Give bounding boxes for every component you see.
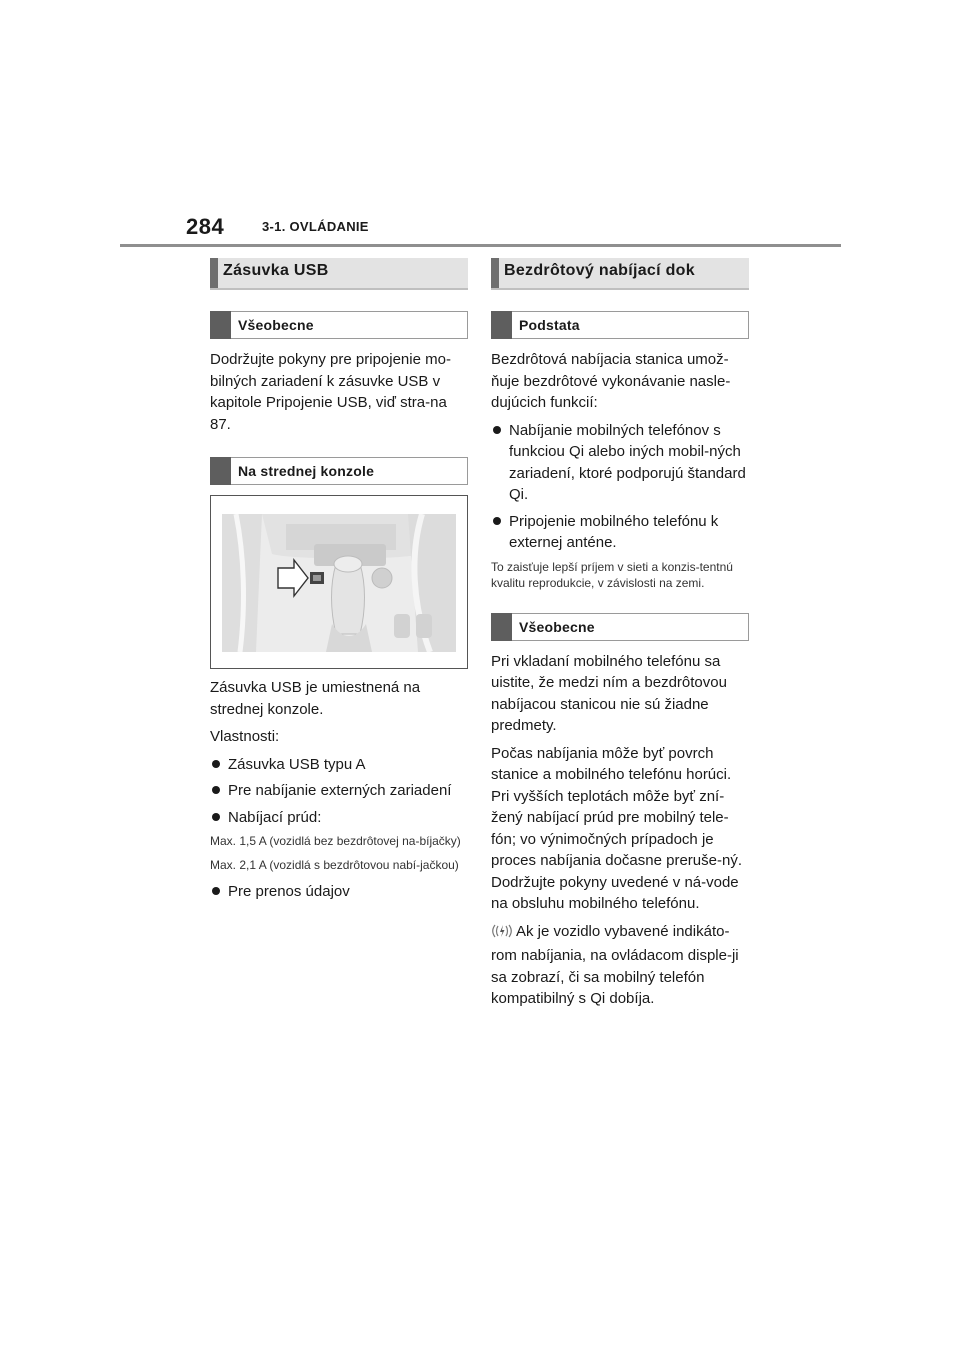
subheading-center-console: Na strednej konzole — [210, 457, 468, 485]
antenna-note: To zaisťuje lepší príjem v sieti a konzis-tentnú kvalitu reprodukcie, v závislosti na zemi. — [491, 559, 733, 590]
top-rule — [120, 244, 841, 247]
subheading-general: Všeobecne — [210, 311, 468, 339]
bullet-external-antenna: Pripojenie mobilného telefónu k externej anténe. — [491, 511, 749, 554]
subheading-principle: Podstata — [491, 311, 749, 339]
note-with-wireless: Max. 2,1 A (vozidlá s bezdrôtovou nabí-jačkou) — [210, 858, 459, 872]
bullet-data-transfer: Pre prenos údajov — [210, 881, 468, 903]
note-without-wireless: Max. 1,5 A (vozidlá bez bezdrôtovej na-bíjačky) — [210, 834, 461, 848]
bullet-usb-type-a: Zásuvka USB typu A — [210, 754, 468, 776]
bullet-qi-charging: Nabíjanie mobilných telefónov s funkciou Qi alebo iných mobil-ných zariadení, ktoré podporujú štandard Qi. — [491, 420, 749, 506]
right-column — [491, 258, 749, 1016]
indicator-text-content: Ak je vozidlo vybavené indikáto-rom nabíjania, na ovládacom disple-ji sa zobrazí, či sa mobilný telefón kompatibilný s Qi dobíja. — [491, 922, 739, 1007]
no-objects-text: Pri vkladaní mobilného telefónu sa uistite, že medzi ním a bezdrôtovou nabíjacou stanicou nie sú žiadne predmety. — [491, 652, 727, 734]
usb-location-text: Zásuvka USB je umiestnená na strednej konzole. — [210, 679, 421, 718]
heading-usb-socket: Zásuvka USB — [210, 258, 468, 290]
bullet-charging-current: Nabíjací prúd: — [210, 807, 468, 829]
bullet-external-charging: Pre nabíjanie externých zariadení — [210, 780, 468, 802]
heat-warning-text: Počas nabíjania môže byť povrch stanice a mobilného telefónu horúci. Pri vyšších teplotách môže byť zní-žený nabíjací prúd pre mobilný tele-fón; vo výnimočných prípadoch je proces nabíjania dočasne preruše-ný. Dodržujte pokyny uvedené v ná-vode na obsluhu mobilného telefónu. — [491, 744, 742, 912]
page-number: 284 — [186, 214, 225, 239]
usb-connection-note: Dodržujte pokyny pre pripojenie mo-bilných zariadení k zásuvke USB v kapitole Pripojenie USB, viď stra-na 87. — [210, 351, 451, 433]
indicator-text — [491, 921, 749, 1010]
wireless-charging-icon — [491, 923, 513, 946]
usb-console-figure — [210, 495, 468, 669]
left-column — [210, 258, 468, 908]
wireless-intro: Bezdrôtová nabíjacia stanica umož-ňuje bezdrôtové vykonávanie nasle-dujúcich funkcií: — [491, 351, 731, 411]
properties-label: Vlastnosti: — [210, 728, 280, 745]
center-console-illustration — [222, 514, 456, 652]
section-label: 3-1. OVLÁDANIE — [262, 219, 369, 234]
subheading-general-right: Všeobecne — [491, 613, 749, 641]
heading-wireless-dock: Bezdrôtový nabíjací dok — [491, 258, 749, 290]
